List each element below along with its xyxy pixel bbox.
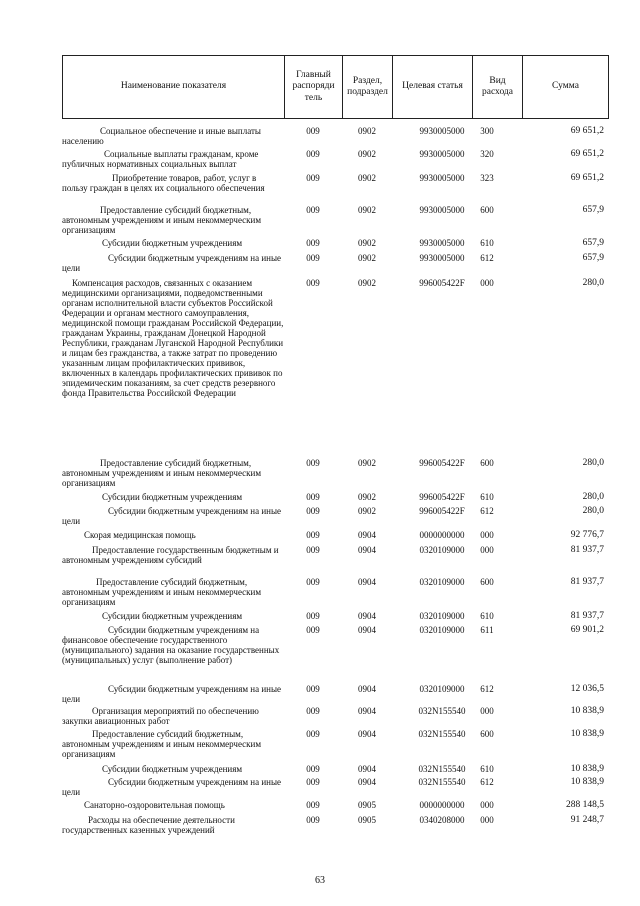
row-name: Предоставление государственным бюджетным и автономным учреждениям субсидий (62, 545, 279, 565)
row-name: Социальные выплаты гражданам, кроме публичных нормативных социальных выплат (62, 149, 259, 169)
row-kind: 600 (480, 458, 494, 468)
row-admin: 009 (306, 777, 320, 787)
page-number: 63 (315, 875, 325, 886)
row-admin: 009 (306, 253, 320, 263)
row-sum: 69 651,2 (570, 149, 604, 159)
row-admin: 009 (306, 611, 320, 621)
row-target: 996005422F (419, 506, 465, 516)
row-kind: 300 (480, 126, 494, 136)
row-target: 032N155540 (418, 764, 466, 774)
row-admin: 009 (306, 173, 320, 183)
row-section: 0904 (358, 625, 376, 635)
row-target: 0320109000 (419, 611, 465, 621)
row-sum: 10 838,9 (570, 777, 604, 787)
row-admin: 009 (306, 706, 320, 716)
row-kind: 320 (480, 149, 494, 159)
row-name: Субсидии бюджетным учреждениям на иные цели (62, 253, 282, 273)
row-kind: 610 (480, 764, 494, 774)
row-admin: 009 (306, 149, 320, 159)
row-target: 9930005000 (419, 253, 465, 263)
row-kind: 612 (480, 253, 494, 263)
row-kind: 000 (480, 545, 494, 555)
row-sum: 69 651,2 (570, 126, 604, 136)
row-target: 0000000000 (419, 800, 465, 810)
row-kind: 612 (480, 506, 494, 516)
row-kind: 600 (480, 577, 494, 587)
row-kind: 323 (480, 173, 494, 183)
row-name: Субсидии бюджетным учреждениям на финансовое обеспечение государственного (муниципального) задания на оказание государственных (муниципальных) услуг (выполнение работ) (62, 625, 280, 665)
row-sum: 280,0 (582, 458, 604, 468)
row-section: 0904 (358, 545, 376, 555)
row-name: Субсидии бюджетным учреждениям (102, 238, 243, 248)
row-target: 0320109000 (419, 625, 465, 635)
row-section: 0904 (358, 530, 376, 540)
row-target: 0320109000 (419, 684, 465, 694)
row-target: 996005422F (419, 492, 465, 502)
row-admin: 009 (306, 577, 320, 587)
row-admin: 009 (306, 729, 320, 739)
row-name: Субсидии бюджетным учреждениям (102, 492, 243, 502)
row-kind: 000 (480, 530, 494, 540)
row-kind: 611 (480, 625, 494, 635)
row-section: 0905 (358, 815, 376, 825)
row-sum: 81 937,7 (570, 577, 604, 587)
row-sum: 288 148,5 (566, 800, 604, 810)
row-kind: 610 (480, 492, 494, 502)
row-sum: 10 838,9 (570, 764, 604, 774)
row-kind: 612 (480, 684, 494, 694)
row-section: 0902 (358, 458, 376, 468)
row-admin: 009 (306, 545, 320, 555)
row-name: Организация мероприятий по обеспечению закупки авиационных работ (62, 706, 259, 726)
row-section: 0902 (358, 278, 376, 288)
row-sum: 69 651,2 (570, 173, 604, 183)
row-section: 0904 (358, 611, 376, 621)
row-name: Субсидии бюджетным учреждениям на иные цели (62, 684, 282, 704)
row-name: Расходы на обеспечение деятельности государственных казенных учреждений (62, 815, 235, 835)
row-kind: 612 (480, 777, 494, 787)
row-kind: 000 (480, 278, 494, 288)
row-admin: 009 (306, 800, 320, 810)
row-target: 9930005000 (419, 238, 465, 248)
row-admin: 009 (306, 815, 320, 825)
row-section: 0902 (358, 205, 376, 215)
row-section: 0902 (358, 506, 376, 516)
row-target: 0320109000 (419, 545, 465, 555)
row-section: 0902 (358, 492, 376, 502)
row-target: 9930005000 (419, 126, 465, 136)
row-name: Компенсация расходов, связанных с оказанием медицинскими организациями, подведомственными органам исполнительной власти субъектов Российской Федерации и органам местного самоуправления, медицинской помощи гражданам Российской Федерации, гражданам Украины, гражданам Донецкой Народной Республики, гражданам Луганской Народной Республики и лицам без гражданства, а также затрат по проведению указанным лицам профилактических прививок, включенных в календарь профилактических прививок по эпидемическим показаниям, за счет средств резервного фонда Правительства Российской Федерации (62, 278, 284, 398)
row-section: 0902 (358, 253, 376, 263)
row-section: 0905 (358, 800, 376, 810)
row-target: 996005422F (419, 278, 465, 288)
row-admin: 009 (306, 506, 320, 516)
row-section: 0902 (358, 126, 376, 136)
row-kind: 000 (480, 800, 494, 810)
header-target: Целевая статья (393, 56, 473, 119)
row-name: Субсидии бюджетным учреждениям (102, 611, 243, 621)
row-name: Приобретение товаров, работ, услуг в пользу граждан в целях их социального обеспечения (62, 173, 265, 193)
row-sum: 657,9 (582, 205, 604, 215)
row-target: 032N155540 (418, 729, 466, 739)
header-sum: Сумма (523, 56, 609, 119)
row-target: 9930005000 (419, 205, 465, 215)
row-name: Предоставление субсидий бюджетным, автономным учреждениям и иным некоммерческим организациям (62, 729, 262, 759)
row-kind: 000 (480, 815, 494, 825)
row-section: 0904 (358, 777, 376, 787)
row-kind: 610 (480, 238, 494, 248)
row-admin: 009 (306, 458, 320, 468)
row-section: 0904 (358, 706, 376, 716)
row-sum: 69 901,2 (570, 625, 604, 635)
row-section: 0902 (358, 173, 376, 183)
row-section: 0904 (358, 729, 376, 739)
row-sum: 280,0 (582, 506, 604, 516)
row-kind: 000 (480, 706, 494, 716)
row-target: 996005422F (419, 458, 465, 468)
row-sum: 280,0 (582, 278, 604, 288)
row-sum: 280,0 (582, 492, 604, 502)
header-kind: Вид расхода (473, 56, 523, 119)
row-name: Санаторно-оздоровительная помощь (84, 800, 225, 810)
row-target: 0340208000 (419, 815, 465, 825)
row-target: 0000000000 (419, 530, 465, 540)
row-admin: 009 (306, 764, 320, 774)
row-sum: 81 937,7 (570, 611, 604, 621)
row-target: 9930005000 (419, 149, 465, 159)
row-admin: 009 (306, 126, 320, 136)
row-admin: 009 (306, 625, 320, 635)
row-admin: 009 (306, 684, 320, 694)
row-name: Предоставление субсидий бюджетным, автономным учреждениям и иным некоммерческим организациям (62, 458, 262, 488)
row-name: Субсидии бюджетным учреждениям на иные цели (62, 506, 282, 526)
row-name: Субсидии бюджетным учреждениям на иные цели (62, 777, 282, 797)
row-name: Скорая медицинская помощь (84, 530, 196, 540)
row-target: 0320109000 (419, 577, 465, 587)
header-admin: Главный распоряди тель (285, 56, 343, 119)
header-name: Наименование показателя (63, 56, 285, 119)
row-admin: 009 (306, 205, 320, 215)
row-kind: 600 (480, 729, 494, 739)
row-target: 032N155540 (418, 777, 466, 787)
row-sum: 81 937,7 (570, 545, 604, 555)
row-section: 0902 (358, 149, 376, 159)
row-name: Социальное обеспечение и иные выплаты населению (62, 126, 261, 146)
row-sum: 10 838,9 (570, 729, 604, 739)
row-sum: 657,9 (582, 238, 604, 248)
row-name: Субсидии бюджетным учреждениям (102, 764, 243, 774)
row-admin: 009 (306, 492, 320, 502)
row-admin: 009 (306, 278, 320, 288)
row-kind: 610 (480, 611, 494, 621)
row-name: Предоставление субсидий бюджетным, автономным учреждениям и иным некоммерческим организациям (62, 577, 262, 607)
row-section: 0904 (358, 577, 376, 587)
row-admin: 009 (306, 238, 320, 248)
row-target: 9930005000 (419, 173, 465, 183)
row-sum: 92 776,7 (570, 530, 604, 540)
row-kind: 600 (480, 205, 494, 215)
header-section: Раздел, подраздел (343, 56, 393, 119)
row-name: Предоставление субсидий бюджетным, автономным учреждениям и иным некоммерческим организациям (62, 205, 262, 235)
row-section: 0904 (358, 764, 376, 774)
row-sum: 91 248,7 (570, 815, 604, 825)
row-sum: 10 838,9 (570, 706, 604, 716)
row-section: 0904 (358, 684, 376, 694)
row-sum: 12 036,5 (570, 684, 604, 694)
row-sum: 657,9 (582, 253, 604, 263)
row-section: 0902 (358, 238, 376, 248)
row-admin: 009 (306, 530, 320, 540)
row-target: 032N155540 (418, 706, 466, 716)
